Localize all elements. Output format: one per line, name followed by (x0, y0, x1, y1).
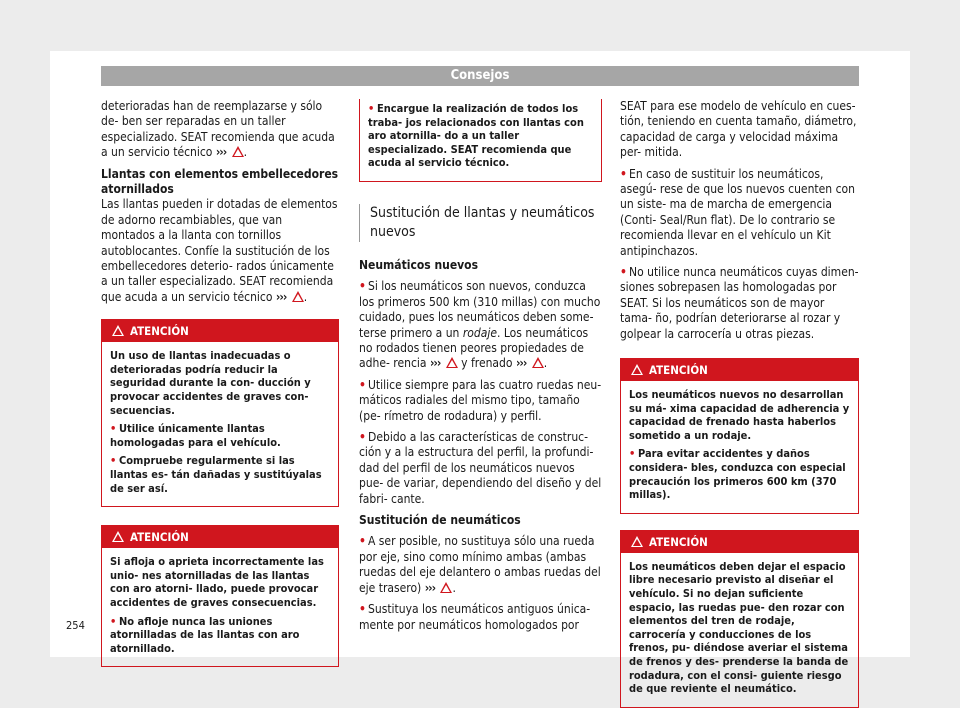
warning-text: Los neumáticos deben dejar el espacio libre necesario previsto al diseñar el vehículo. Si no dejan suficiente espacio, las ruedas pue- den rozar con elementos del tren de rodaje, carrocería y conducciones de los frenos, pu- diéndose averiar el sistema de frenos y des- prenderse la banda de rodadura, con el consi- guiente riesgo de que reviente el neumático. (629, 559, 849, 696)
paragraph: SEAT para ese modelo de vehículo en cues- tión, teniendo en cuenta tamaño, diámetro, capacidad de carga y velocidad máxima per- mitida. (620, 99, 857, 160)
subheading: Neumáticos nuevos (359, 257, 479, 272)
warning-box-header: ATENCIÓN (102, 320, 338, 342)
warning-box (620, 358, 859, 514)
subheading: Sustitución de neumáticos (359, 513, 521, 528)
warning-icon (112, 531, 124, 542)
warning-icon (292, 291, 304, 302)
bullet-item: • Sustituya los neumáticos antiguos única- mente por neumáticos homologados por (359, 602, 591, 632)
warning-box-header: ATENCIÓN (102, 526, 338, 548)
warning-icon (631, 364, 643, 375)
bullet-item: • Utilice siempre para las cuatro ruedas neu- máticos radiales del mismo tipo, tamaño (pe- rímetro de rodadura) y perfil. (359, 377, 602, 423)
bullet-item: • Debido a las características de construc- ción y a la estructura del perfil, la profundi- dad del perfil de los neumáticos nuevos pue- de variar, dependiendo del diseño y del fabri- cante. (359, 430, 602, 506)
warning-text: Un uso de llantas inadecuadas o deterioradas podría reducir la seguridad durante la con- ducción y provocar accidentes de graves con- secuencias. (110, 349, 311, 417)
paragraph: deterioradas han de reemplazarse y sólo de- ben ser reparadas en un taller especializado. SEAT recomienda que acuda a un servicio técnico ››› . (101, 99, 335, 160)
subheading: Llantas con elementos embellecedores atornillados (101, 166, 339, 197)
warning-text: Si afloja o aprieta incorrectamente las unio- nes atornilladas de las llantas con aro atorni- llado, puede provocar accidentes de graves consecuencias. (110, 555, 324, 609)
page-number: 254 (66, 619, 85, 632)
warning-box (620, 530, 859, 708)
paragraph: Las llantas pueden ir dotadas de elementos de adorno recambiables, que van montados a la llanta con tornillos autoblocantes. Confíe la sustitución de los embellecedores deterio- rados únicamente a un taller especializado. SEAT recomienda que acuda a un servicio técnico ››› . (101, 197, 338, 304)
warning-icon (440, 582, 452, 593)
bullet-item: • Para evitar accidentes y daños considera- bles, conduzca con especial precaución los primeros 600 km (370 millas). (629, 447, 846, 502)
bullet-item: • En caso de sustituir los neumáticos, asegú- rese de que los nuevos cuenten con un siste- ma de marcha de emergencia (Conti- Seal/Run flat). De lo contrario se recomienda llevar en el vehículo un Kit antipinchazos. (620, 166, 855, 258)
bullet-item: • Si los neumáticos son nuevos, conduzca los primeros 500 km (310 millas) con mucho cuidado, pues los neumáticos deben some- terse primero a un rodaje. Los neumáticos no rodados tienen peores propiedades de adhe- rencia ››› y frenado ››› . (359, 279, 601, 371)
column-3 (620, 99, 859, 708)
bullet-item: • No utilice nunca neumáticos cuyas dimen- siones sobrepasen las homologadas por SEAT. Si los neumáticos son de mayor tama- ño, podrían deteriorarse al rozar y golpear la carrocería u otras piezas. (620, 265, 859, 341)
warning-box (101, 525, 339, 667)
warning-box (101, 319, 339, 507)
bullet-item: • Compruebe regularmente si las llantas es- tán dañadas y sustitúyalas de ser así. (110, 454, 322, 495)
column-2 (359, 99, 602, 639)
bullet-item: • No afloje nunca las uniones atornilladas de las llantas con aro atornillado. (110, 614, 300, 655)
bullet-item: • Utilice únicamente llantas homologadas para el vehículo. (110, 422, 281, 449)
warning-icon (232, 146, 244, 157)
section-title: Sustitución de llantas y neumáticos nuevos (359, 204, 602, 242)
warning-text: Los neumáticos nuevos no desarrollan su má- xima capacidad de adherencia y capacidad de frenado hasta haberlos sometido a un rodaje. (629, 388, 850, 442)
bullet-item: • A ser posible, no sustituya sólo una rueda por eje, sino como mínimo ambas (ambas ruedas del eje delantero o ambas ruedas del eje trasero) ››› . (359, 534, 601, 595)
warning-box-continued (359, 99, 602, 182)
warning-icon (532, 357, 544, 368)
warning-icon (631, 536, 643, 547)
warning-icon (446, 357, 458, 368)
warning-box-header: ATENCIÓN (621, 359, 858, 381)
bullet-item: • Encargue la realización de todos los traba- jos relacionados con llantas con aro atornilla- do a un taller especializado. SEAT recomienda que acuda al servicio técnico. (368, 102, 584, 170)
section-header: Consejos (101, 66, 859, 86)
warning-box-header: ATENCIÓN (621, 531, 858, 553)
column-1 (101, 99, 339, 667)
warning-icon (112, 325, 124, 336)
